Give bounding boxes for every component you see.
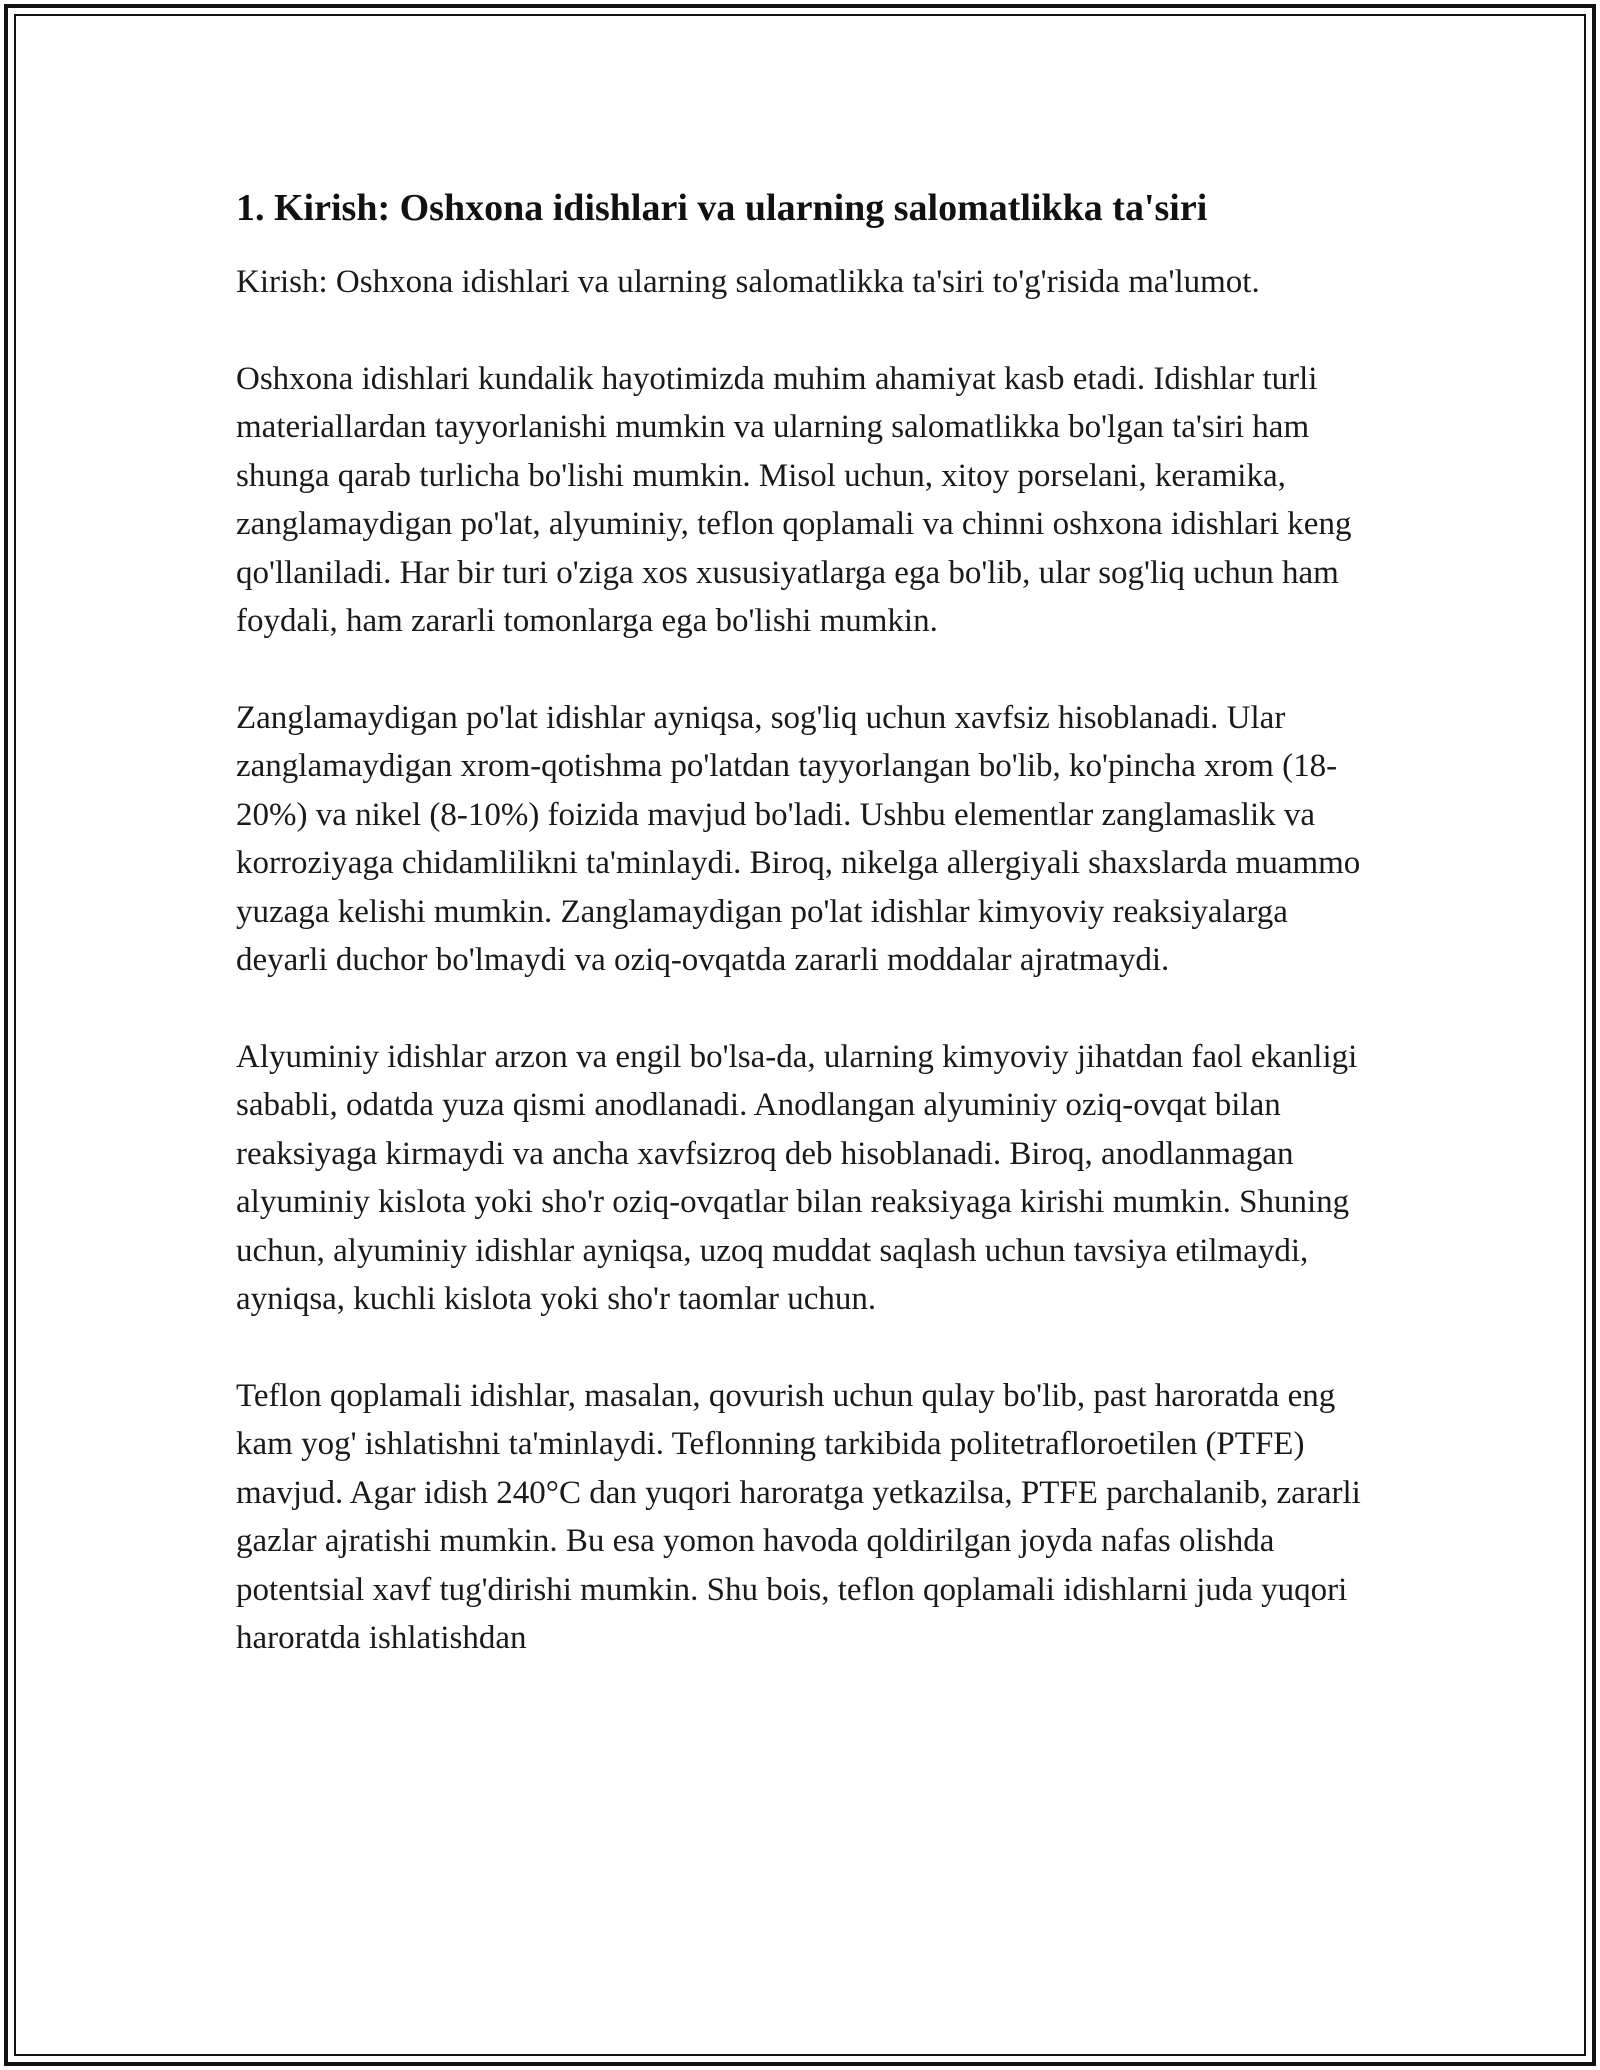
- paragraph-teflon: Teflon qoplamali idishlar, masalan, qovurish uchun qulay bo'lib, past haroratda eng kam yog' ishlatishni ta'minlaydi. Teflonning tarkibida politetrafloroetilen (PTFE) mavjud. Agar idish 240°C dan yuqori haroratga yetkazilsa, PTFE parchalanib, zararli gazlar ajratishi mumkin. Bu esa yomon havoda qoldirilgan joyda nafas olishda potentsial xavf tug'dirishi mumkin. Shu bois, teflon qoplamali idishlarni juda yuqori haroratda ishlatishdan: [236, 1377, 1361, 1656]
- document-body: [236, 184, 1366, 1711]
- paragraph-aluminum: Alyuminiy idishlar arzon va engil bo'lsa-da, ularning kimyoviy jihatdan faol ekanligi sababli, odatda yuza qismi anodlanadi. Anodlangan alyuminiy oziq-ovqat bilan reaksiyaga kirmaydi va ancha xavfsizroq deb hisoblanadi. Biroq, anodlanmagan alyuminiy kislota yoki sho'r oziq-ovqatlar bilan reaksiyaga kirishi mumkin. Shuning uchun, alyuminiy idishlar ayniqsa, uzoq muddat saqlash uchun tavsiya etilmaydi, ayniqsa, kuchli kislota yoki sho'r taomlar uchun.: [236, 1038, 1358, 1317]
- section-heading: 1. Kirish: Oshxona idishlari va ularning salomatlikka ta'siri: [236, 187, 1208, 229]
- paragraph-intro: Kirish: Oshxona idishlari va ularning salomatlikka ta'siri to'g'risida ma'lumot.: [236, 264, 1260, 300]
- paragraph-overview: Oshxona idishlari kundalik hayotimizda muhim ahamiyat kasb etadi. Idishlar turli materiallardan tayyorlanishi mumkin va ularning salomatlikka bo'lgan ta'siri ham shunga qarab turlicha bo'lishi mumkin. Misol uchun, xitoy porselani, keramika, zanglamaydigan po'lat, alyuminiy, teflon qoplamali va chinni oshxona idishlari keng qo'llaniladi. Har bir turi o'ziga xos xususiyatlarga ega bo'lib, ular sog'liq uchun ham foydali, ham zararli tomonlarga ega bo'lishi mumkin.: [236, 360, 1352, 639]
- paragraph-stainless-steel: Zanglamaydigan po'lat idishlar ayniqsa, sog'liq uchun xavfsiz hisoblanadi. Ular zanglamaydigan xrom-qotishma po'latdan tayyorlangan bo'lib, ko'pincha xrom (18-20%) va nikel (8-10%) foizida mavjud bo'ladi. Ushbu elementlar zanglamaslik va korroziyaga chidamlilikni ta'minlaydi. Biroq, nikelga allergiyali shaxslarda muammo yuzaga kelishi mumkin. Zanglamaydigan po'lat idishlar kimyoviy reaksiyalarga deyarli duchor bo'lmaydi va oziq-ovqatda zararli moddalar ajratmaydi.: [236, 699, 1361, 978]
